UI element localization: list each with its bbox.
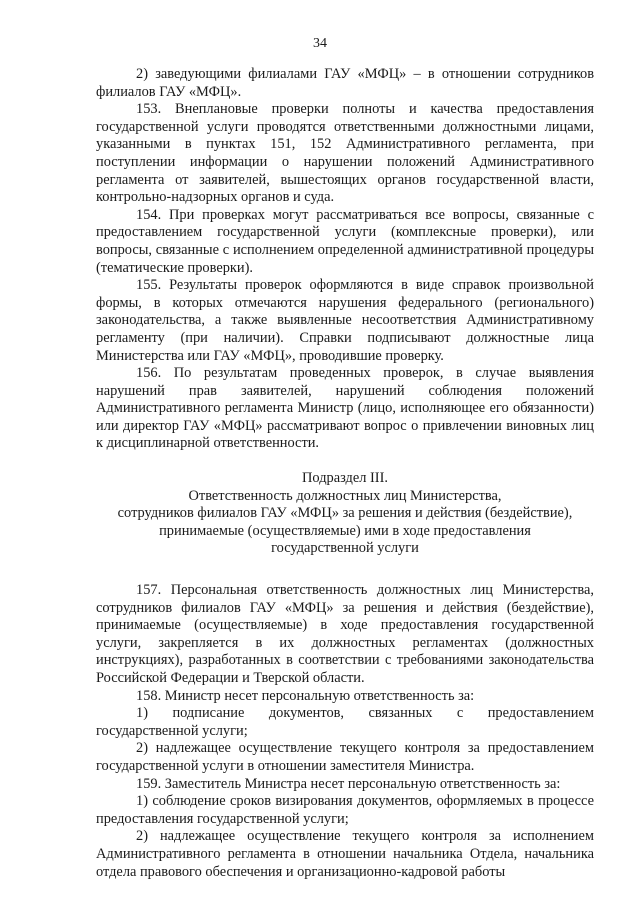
paragraph-159-item-1: 1) соблюдение сроков визирования документов, оформляемых в процессе предоставления государственной услуги;: [96, 793, 594, 827]
subsection-title-line: принимаемые (осуществляемые) ими в ходе предоставления: [159, 522, 531, 539]
paragraph-157: 157. Персональная ответственность должностных лиц Министерства, сотрудников филиалов ГАУ «МФЦ» за решения и действия (бездействие), принимаемые (осуществляемые) в ходе предоставления государственной услуги, закрепляется в их должностных регламентах (должностных инструкциях), разработанных в соответствии с требованиями законодательства Российской Федерации и Тверской области.: [96, 582, 594, 686]
paragraph-158-item-1: 1) подписание документов, связанных с предоставлением государственной услуги;: [96, 705, 594, 739]
paragraph-158-item-2: 2) надлежащее осуществление текущего контроля за предоставлением государственной услуги в отношении заместителя Министра.: [96, 740, 594, 774]
subsection-heading: [96, 470, 594, 558]
paragraph-156: 156. По результатам проведенных проверок, в случае выявления нарушений прав заявителей, нарушений соблюдения положений Административного регламента Министр (лицо, исполняющее его обязанности) или директор ГАУ «МФЦ» рассматривают вопрос о привлечении виновных лиц к дисциплинарной ответственности.: [96, 365, 594, 452]
page-number: 34: [313, 36, 327, 51]
paragraph-159-item-2: 2) надлежащее осуществление текущего контроля за исполнением Административного регламента в отношении начальника Отдела, начальника отдела правового обеспечения и организационно-кадровой работы: [96, 828, 594, 880]
spacer: [96, 558, 594, 582]
paragraph-155: 155. Результаты проверок оформляются в виде справок произвольной формы, в которых отмечаются нарушения федерального (регионального) законодательства, а также выявленные несоответствия Административному регламенту (при наличии). Справки подписывают должностные лица Министерства или ГАУ «МФЦ», проводившие проверку.: [96, 277, 594, 364]
subsection-title-line: государственной услуги: [271, 540, 419, 557]
paragraph-158: 158. Министр несет персональную ответственность за:: [136, 687, 475, 704]
document-body: [96, 66, 594, 881]
subsection-label: Подраздел III.: [302, 470, 388, 487]
subsection-title-line: сотрудников филиалов ГАУ «МФЦ» за решения и действия (бездействие),: [117, 505, 573, 522]
paragraph-153: 153. Внеплановые проверки полноты и качества предоставления государственной услуги проводятся ответственными должностными лицами, указанными в пунктах 151, 152 Административного регламента, при поступлении информации о нарушении положений Административного регламента от заявителей, вышестоящих органов государственной власти, контрольно-надзорных органов и суда.: [96, 101, 594, 206]
spacer: [96, 453, 594, 470]
paragraph-152-item-2: 2) заведующими филиалами ГАУ «МФЦ» – в отношении сотрудников филиалов ГАУ «МФЦ».: [96, 66, 594, 100]
paragraph-159: 159. Заместитель Министра несет персональную ответственность за:: [136, 775, 561, 792]
subsection-title-line: Ответственность должностных лиц Министерства,: [188, 487, 502, 504]
paragraph-154: 154. При проверках могут рассматриваться все вопросы, связанные с предоставлением государственной услуги (комплексные проверки), или вопросы, связанные с исполнением определенной административной процедуры (тематические проверки).: [96, 206, 594, 276]
